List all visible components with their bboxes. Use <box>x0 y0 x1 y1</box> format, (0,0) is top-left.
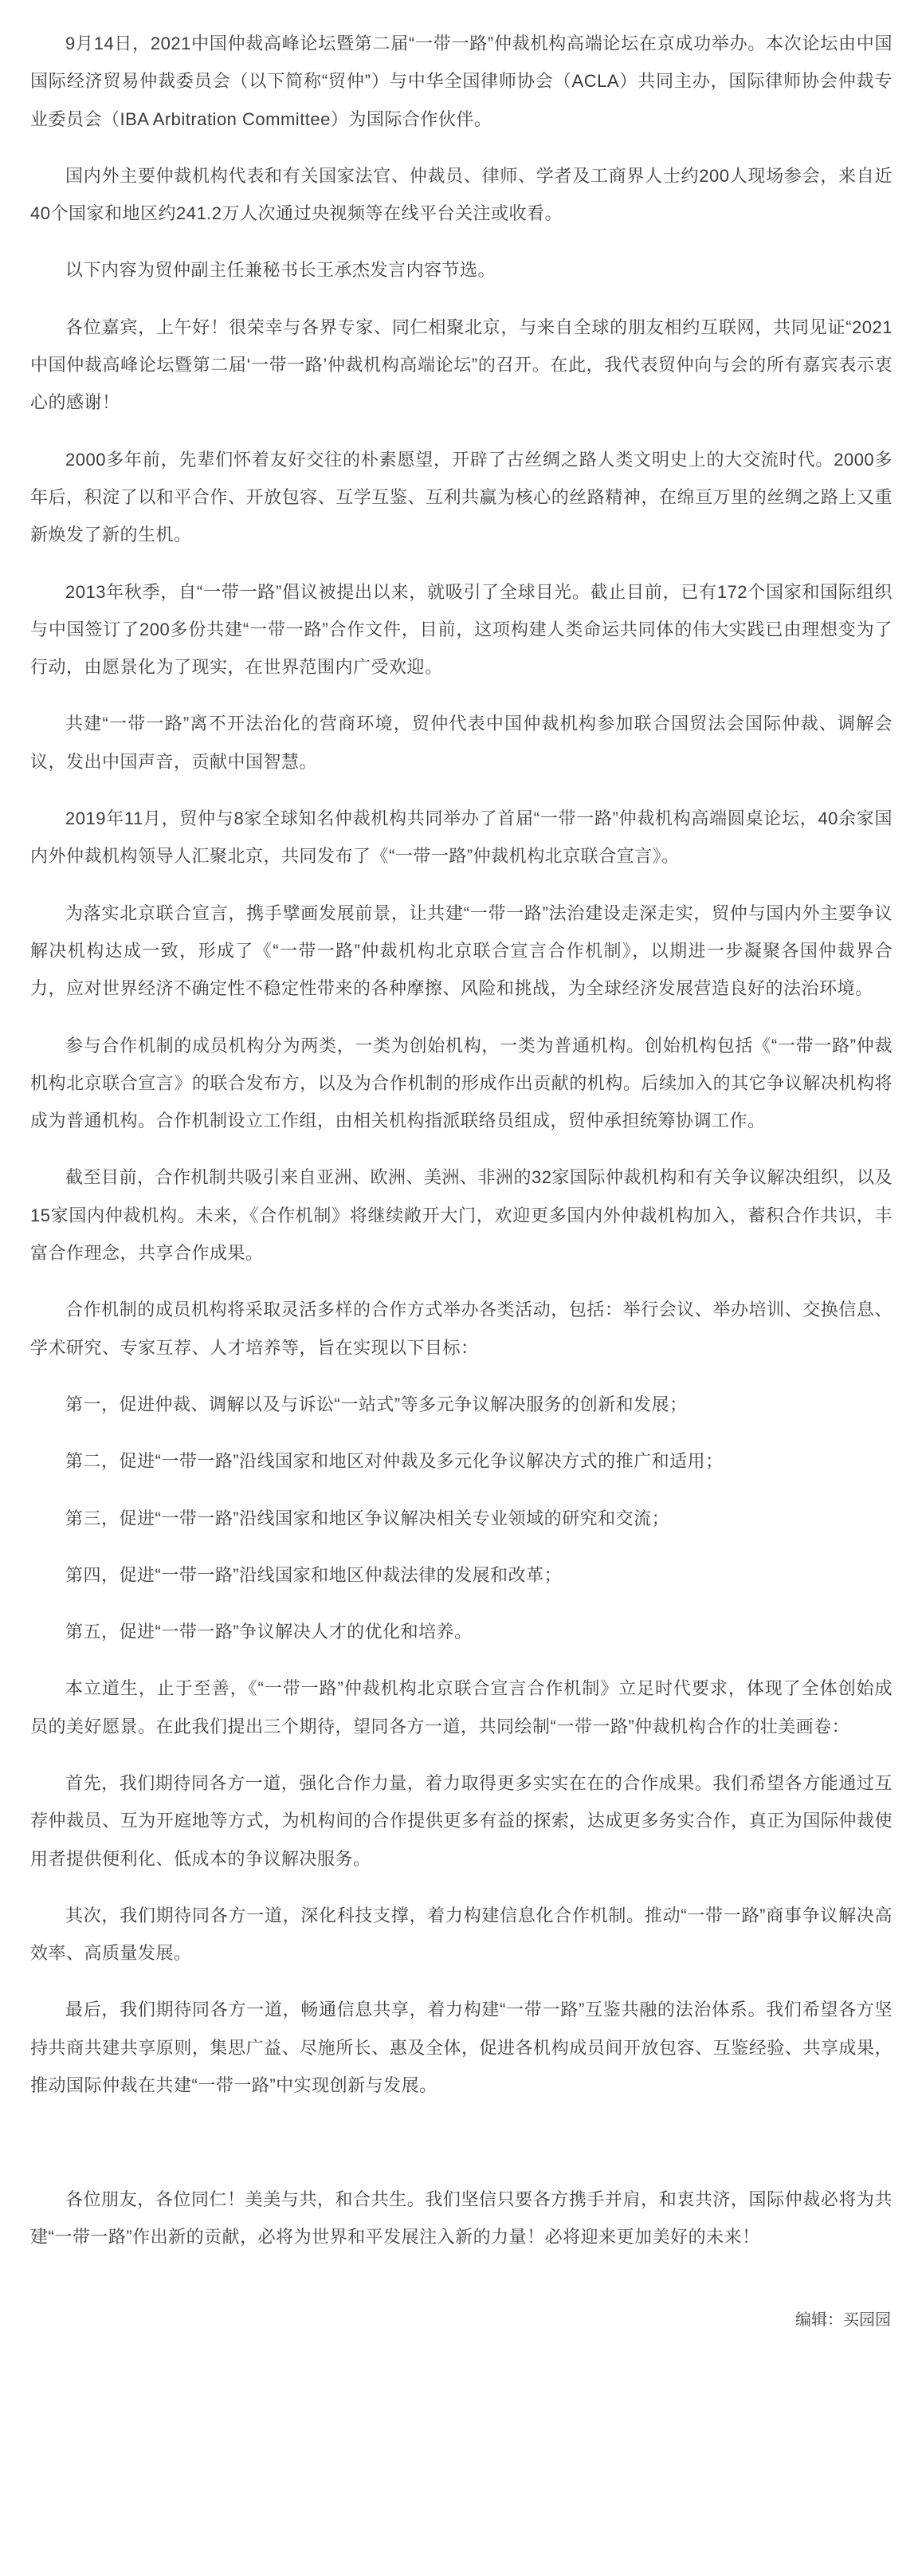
paragraph: 本立道生，止于至善，《“一带一路”仲裁机构北京联合宣言合作机制》立足时代要求，体现了全体创始成员的美好愿景。在此我们提出三个期待，望同各方一道，共同绘制“一带一路”仲裁机构合作的壮美画卷： <box>30 1678 893 1736</box>
paragraph: 第一，促进仲裁、调解以及与诉讼“一站式”等多元争议解决服务的创新和发展； <box>65 1394 688 1414</box>
paragraph: 为落实北京联合宣言，携手擘画发展前景，让共建“一带一路”法治建设走深走实，贸仲与国内外主要争议解决机构达成一致，形成了《“一带一路”仲裁机构北京联合宣言合作机制》，以期进一步凝聚各国仲裁界合力，应对世界经济不确定性不稳定性带来的各种摩擦、风险和挑战，为全球经济发展营造良好的法治环境。 <box>30 903 893 999</box>
paragraph: 9月14日，2021中国仲裁高峰论坛暨第二届“一带一路”仲裁机构高端论坛在京成功举办。本次论坛由中国国际经济贸易仲裁委员会（以下简称“贸仲”）与中华全国律师协会（ACLA）共同主办，国际律师协会仲裁专业委员会（IBA Arbitration Committee）为国际合作伙伴。 <box>30 33 893 129</box>
paragraph: 以下内容为贸仲副主任兼秘书长王承杰发言内容节选。 <box>65 260 496 281</box>
paragraph: 其次，我们期待同各方一道，深化科技支撑，着力构建信息化合作机制。推动“一带一路”商事争议解决高效率、高质量发展。 <box>30 1905 893 1964</box>
paragraph: 截至目前，合作机制共吸引来自亚洲、欧洲、美洲、非洲的32家国际仲裁机构和有关争议解决组织，以及15家国内仲裁机构。未来，《合作机制》将继续敞开大门，欢迎更多国内外仲裁机构加入，蓄积合作共识，丰富合作理念，共享合作成果。 <box>30 1167 893 1264</box>
paragraph: 2019年11月，贸仲与8家全球知名仲裁机构共同举办了首届“一带一路”仲裁机构高端圆桌论坛，40余家国内外仲裁机构领导人汇聚北京，共同发布了《“一带一路”仲裁机构北京联合宣言》。 <box>30 808 893 867</box>
paragraph: 2000多年前，先辈们怀着友好交往的朴素愿望，开辟了古丝绸之路人类文明史上的大交流时代。2000多年后，积淀了以和平合作、开放包容、互学互鉴、互利共赢为核心的丝路精神，在绵亘万里的丝绸之路上又重新焕发了新的生机。 <box>30 449 893 545</box>
blank-line <box>30 2123 893 2161</box>
paragraph: 第二，促进“一带一路”沿线国家和地区对仲裁及多元化争议解决方式的推广和适用； <box>65 1451 724 1472</box>
paragraph: 参与合作机制的成员机构分为两类，一类为创始机构，一类为普通机构。创始机构包括《“一带一路”仲裁机构北京联合宣言》的联合发布方，以及为合作机制的形成作出贡献的机构。后续加入的其它争议解决机构将成为普通机构。合作机制设立工作组，由相关机构指派联络员组成，贸仲承担统筹协调工作。 <box>30 1035 893 1131</box>
paragraph: 2013年秋季，自“一带一路”倡议被提出以来，就吸引了全球目光。截止目前，已有172个国家和国际组织与中国签订了200多份共建“一带一路”合作文件，目前，这项构建人类命运共同体的伟大实践已由理想变为了行动，由愿景化为了现实，在世界范围内广受欢迎。 <box>30 581 893 678</box>
paragraph: 各位嘉宾，上午好！很荣幸与各界专家、同仁相聚北京，与来自全球的朋友相约互联网，共同见证“2021中国仲裁高峰论坛暨第二届‘一带一路’仲裁机构高端论坛”的召开。在此，我代表贸仲向与会的所有嘉宾表示衷心的感谢！ <box>30 317 893 413</box>
paragraph: 第四，促进“一带一路”沿线国家和地区仲裁法律的发展和改革； <box>65 1564 563 1585</box>
paragraph: 第三，促进“一带一路”沿线国家和地区争议解决相关专业领域的研究和交流； <box>65 1508 670 1528</box>
paragraph: 第五，促进“一带一路”争议解决人才的优化和培养。 <box>65 1622 473 1642</box>
paragraph: 各位朋友，各位同仁！美美与共，和合共生。我们坚信只要各方携手并肩，和衷共济，国际仲裁必将为共建“一带一路”作出新的贡献，必将为世界和平发展注入新的力量！必将迎来更加美好的未来！ <box>30 2189 893 2247</box>
paragraph: 最后，我们期待同各方一道，畅通信息共享，着力构建“一带一路”互鉴共融的法治体系。我们希望各方坚持共商共建共享原则，集思广益、尽施所长、惠及全体，促进各机构成员间开放包容、互鉴经验、共享成果，推动国际仲裁在共建“一带一路”中实现创新与发展。 <box>30 2000 893 2096</box>
editor-credit: 编辑：买园园 <box>795 2311 891 2330</box>
paragraph: 共建“一带一路”离不开法治化的营商环境，贸仲代表中国仲裁机构参加联合国贸法会国际仲裁、调解会议，发出中国声音，贡献中国智慧。 <box>30 714 893 772</box>
paragraph: 合作机制的成员机构将采取灵活多样的合作方式举办各类活动，包括：举行会议、举办培训、交换信息、学术研究、专家互荐、人才培养等，旨在实现以下目标： <box>30 1300 893 1358</box>
paragraph: 国内外主要仲裁机构代表和有关国家法官、仲裁员、律师、学者及工商界人士约200人现场参会，来自近40个国家和地区约241.2万人次通过央视频等在线平台关注或收看。 <box>30 165 893 224</box>
paragraph: 首先，我们期待同各方一道，强化合作力量，着力取得更多实实在在的合作成果。我们希望各方能通过互荐仲裁员、互为开庭地等方式，为机构间的合作提供更多有益的探索，达成更多务实合作，真正为国际仲裁使用者提供便利化、低成本的争议解决服务。 <box>30 1772 893 1869</box>
article-body <box>30 25 893 2255</box>
